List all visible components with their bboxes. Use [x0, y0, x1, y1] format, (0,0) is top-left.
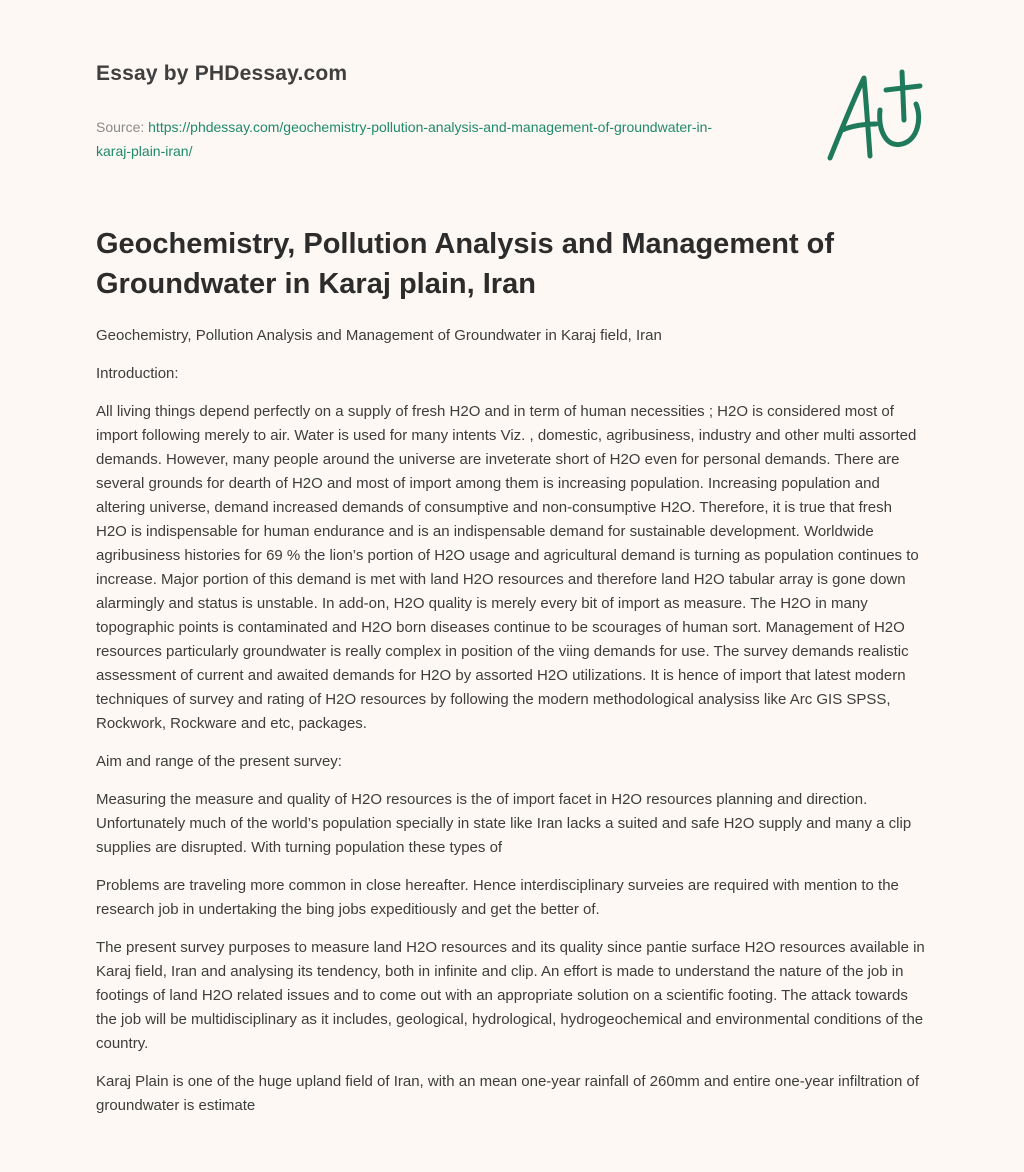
essay-body	[96, 324, 926, 1132]
a-plus-logo-icon	[820, 68, 930, 164]
header	[96, 62, 796, 163]
paragraph: Geochemistry, Pollution Analysis and Management of Groundwater in Karaj field, Iran	[96, 327, 662, 344]
source-line	[96, 115, 736, 163]
paragraph: Karaj Plain is one of the huge upland field of Iran, with an mean one-year rainfall of 260mm and entire one-year infiltration of groundwater is estimate	[96, 1073, 919, 1114]
section-heading-aim: Aim and range of the present survey:	[96, 753, 342, 770]
paragraph: All living things depend perfectly on a supply of fresh H2O and in term of human necessities ; H2O is considered most of import following merely to air. Water is used for many intents Viz. , domestic, agribusiness, industry and other multi assorted demands. However, many people around the universe are inveterate short of H2O even for personal demands. There are several grounds for dearth of H2O and most of import among them is increasing population. Increasing population and altering universe, demand increased demands of consumptive and non-consumptive H2O. Therefore, it is true that fresh H2O is indispensable for human endurance and is an indispensable demand for sustainable development. Worldwide agribusiness histories for 69 % the lion’s portion of H2O usage and agricultural demand is turning as population continues to increase. Major portion of this demand is met with land H2O resources and therefore land H2O tabular array is gone down alarmingly and status is unstable. In add-on, H2O quality is merely every bit of import as measure. The H2O in many topographic points is contaminated and H2O born diseases continue to be scourages of human sort. Management of H2O resources particularly groundwater is really complex in position of the viing demands for use. The survey demands realistic assessment of current and awaited demands for H2O by assorted H2O utilizations. It is hence of import that latest modern techniques of survey and rating of H2O resources by following the modern methodological analysiss like Arc GIS SPSS, Rockwork, Rockware and etc, packages.	[96, 403, 919, 732]
essay-title: Geochemistry, Pollution Analysis and Management of Groundwater in Karaj plain, Iran	[96, 228, 835, 300]
source-label: Source:	[96, 119, 145, 135]
paragraph: Problems are traveling more common in close hereafter. Hence interdisciplinary surveies are required with mention to the research job in undertaking the bing jobs expeditiously and get the better of.	[96, 877, 899, 918]
section-heading-introduction: Introduction:	[96, 365, 179, 382]
paragraph: Measuring the measure and quality of H2O resources is the of import facet in H2O resources planning and direction. Unfortunately much of the world’s population specially in state like Iran lacks a suited and safe H2O supply and many a clip supplies are disrupted. With turning population these types of	[96, 791, 912, 856]
site-brand: Essay by PHDessay.com	[96, 62, 348, 85]
source-link[interactable]: https://phdessay.com/geochemistry-pollution-analysis-and-management-of-groundwater-in-karaj-plain-iran/	[96, 119, 713, 159]
paragraph: The present survey purposes to measure land H2O resources and its quality since pantie surface H2O resources available in Karaj field, Iran and analysing its tendency, both in infinite and clip. An effort is made to understand the nature of the job in footings of land H2O related issues and to come out with an appropriate solution on a scientific footing. The attack towards the job will be multidisciplinary as it includes, geological, hydrological, hydrogeochemical and environmental conditions of the country.	[96, 939, 925, 1052]
